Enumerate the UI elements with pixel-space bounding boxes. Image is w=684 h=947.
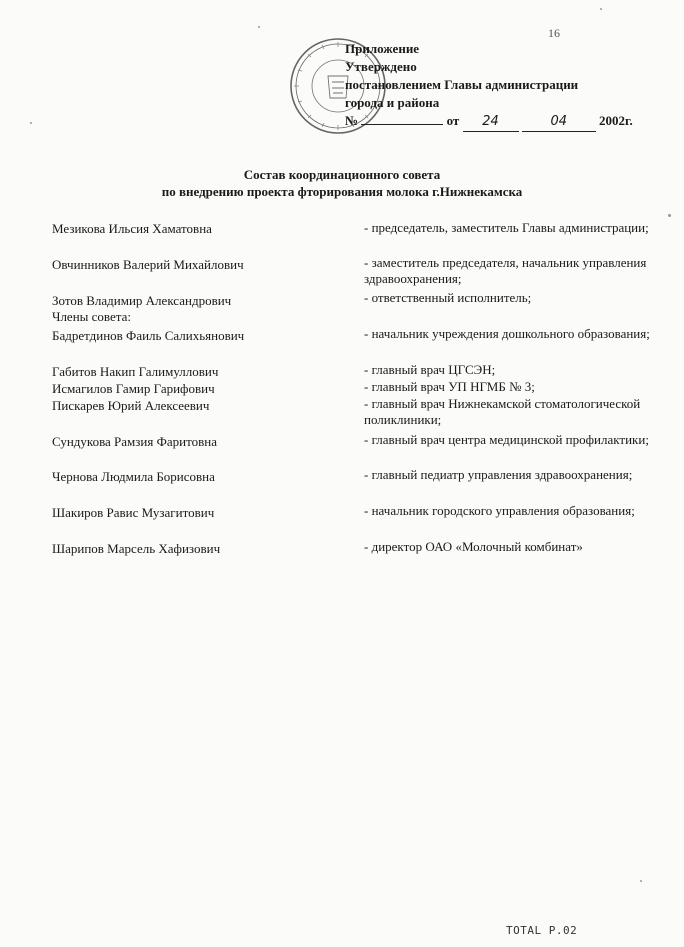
member-role: - главный врач УП НГМБ № 3;	[364, 379, 535, 394]
member-name: Исмагилов Гамир Гарифович	[52, 381, 215, 396]
member-name: Чернова Людмила Борисовна	[52, 469, 215, 484]
member-name: Сундукова Рамзия Фаритовна	[52, 434, 217, 449]
member-name: Бадретдинов Фаиль Салихьянович	[52, 328, 245, 343]
member-name: Овчинников Валерий Михайлович	[52, 257, 244, 272]
resolution-number	[361, 124, 443, 125]
scan-speck	[640, 880, 642, 882]
member-name: Шарипов Марсель Хафизович	[52, 541, 221, 556]
fax-footer: TOTAL P.02	[506, 924, 578, 937]
scan-speck	[30, 122, 32, 124]
member-name: Шакиров Равис Музагитович	[52, 505, 215, 520]
appendix-label: Приложение	[345, 41, 420, 56]
scan-speck	[600, 8, 602, 10]
member-role: - директор ОАО «Молочный комбинат»	[364, 539, 583, 554]
member-name: Пискарев Юрий Алексеевич	[52, 398, 210, 413]
page-number: 16	[548, 26, 560, 40]
member-role: - начальник учреждения дошкольного образования;	[364, 326, 650, 341]
member-role: - главный врач Нижнекамской стоматологической поликлиники;	[364, 396, 641, 427]
member-role: - главный педиатр управления здравоохранения;	[364, 467, 633, 482]
title-line-2: по внедрению проекта фторирования молока г.Нижнекамска	[161, 184, 523, 199]
scan-speck	[258, 26, 260, 28]
approved-label: Утверждено	[345, 59, 417, 74]
resolution-number-row	[345, 112, 633, 132]
resolution-label: постановлением Главы администрации	[345, 77, 579, 92]
member-name: Мезикова Ильсия Хаматовна	[52, 221, 212, 236]
scan-speck	[668, 214, 671, 217]
date-day: 24	[463, 113, 519, 132]
member-name: Зотов Владимир Александрович	[52, 293, 232, 308]
city-district-label: города и района	[345, 95, 440, 110]
document-title	[0, 166, 684, 200]
title-line-1: Состав координационного совета	[243, 167, 441, 182]
member-role: - главный врач центра медицинской профилактики;	[364, 432, 649, 447]
member-role: - заместитель председателя, начальник управления здравоохранения;	[364, 255, 647, 286]
date-prefix: от	[446, 113, 460, 128]
date-month: 04	[522, 113, 596, 132]
members-section-label: Члены совета:	[52, 309, 131, 324]
member-name: Габитов Накип Галимуллович	[52, 364, 219, 379]
member-role: - ответственный исполнитель;	[364, 290, 532, 305]
member-role: - председатель, заместитель Главы администрации;	[364, 220, 649, 235]
date-year: 2002г.	[599, 113, 633, 128]
approval-block	[345, 40, 633, 132]
member-role: - начальник городского управления образования;	[364, 503, 635, 518]
number-label: №	[345, 113, 359, 128]
member-role: - главный врач ЦГСЭН;	[364, 362, 496, 377]
